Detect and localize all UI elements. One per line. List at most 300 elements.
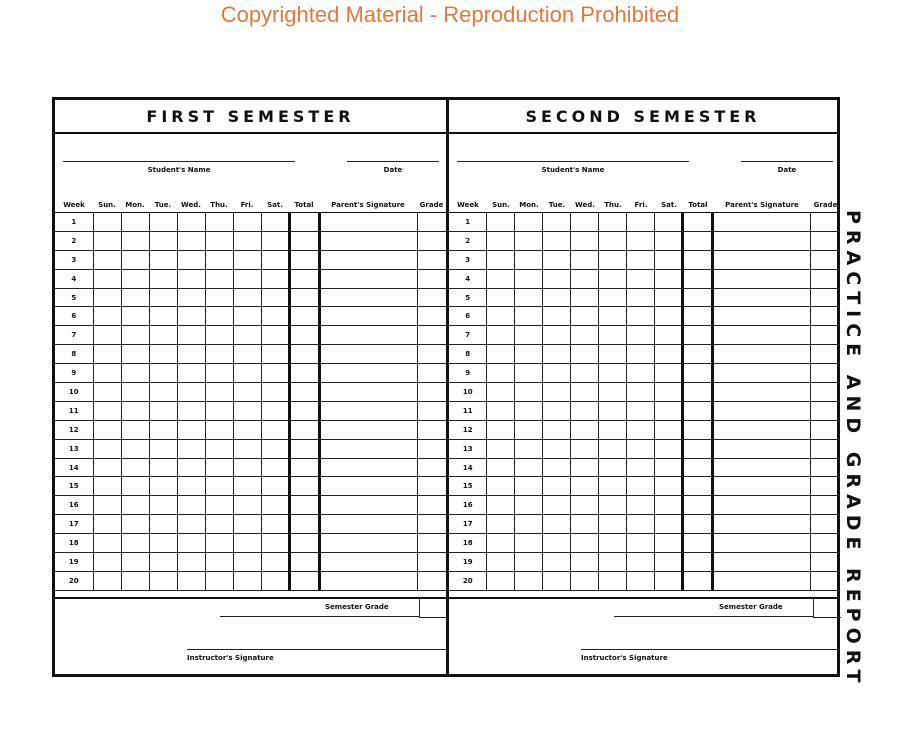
mon-cell[interactable]	[121, 269, 149, 288]
sun-cell[interactable]	[487, 231, 515, 250]
total-cell[interactable]	[289, 269, 319, 288]
mon-cell[interactable]	[515, 420, 543, 439]
thu-cell[interactable]	[599, 571, 627, 590]
sun-cell[interactable]	[93, 534, 121, 553]
tue-cell[interactable]	[543, 571, 571, 590]
sat-cell[interactable]	[261, 250, 289, 269]
wed-cell[interactable]	[571, 383, 599, 402]
parent-signature-cell[interactable]	[713, 326, 811, 345]
sun-cell[interactable]	[487, 307, 515, 326]
thu-cell[interactable]	[205, 250, 233, 269]
tue-cell[interactable]	[149, 420, 177, 439]
mon-cell[interactable]	[515, 288, 543, 307]
thu-cell[interactable]	[599, 477, 627, 496]
tue-cell[interactable]	[543, 496, 571, 515]
thu-cell[interactable]	[205, 383, 233, 402]
parent-signature-cell[interactable]	[713, 250, 811, 269]
sat-cell[interactable]	[655, 288, 683, 307]
grade-cell[interactable]	[811, 307, 840, 326]
parent-signature-cell[interactable]	[319, 231, 417, 250]
grade-cell[interactable]	[417, 515, 446, 534]
mon-cell[interactable]	[515, 553, 543, 572]
thu-cell[interactable]	[599, 269, 627, 288]
total-cell[interactable]	[683, 231, 713, 250]
parent-signature-cell[interactable]	[713, 401, 811, 420]
tue-cell[interactable]	[149, 477, 177, 496]
fri-cell[interactable]	[627, 345, 655, 364]
mon-cell[interactable]	[515, 515, 543, 534]
fri-cell[interactable]	[233, 420, 261, 439]
semester-grade-line[interactable]	[614, 616, 813, 617]
total-cell[interactable]	[289, 571, 319, 590]
grade-cell[interactable]	[417, 496, 446, 515]
parent-signature-cell[interactable]	[713, 534, 811, 553]
fri-cell[interactable]	[233, 345, 261, 364]
parent-signature-cell[interactable]	[319, 326, 417, 345]
parent-signature-cell[interactable]	[713, 515, 811, 534]
fri-cell[interactable]	[627, 420, 655, 439]
wed-cell[interactable]	[571, 326, 599, 345]
grade-cell[interactable]	[811, 496, 840, 515]
total-cell[interactable]	[683, 571, 713, 590]
total-cell[interactable]	[289, 326, 319, 345]
sun-cell[interactable]	[93, 571, 121, 590]
wed-cell[interactable]	[177, 307, 205, 326]
date-line[interactable]	[347, 161, 439, 162]
sat-cell[interactable]	[261, 458, 289, 477]
total-cell[interactable]	[289, 383, 319, 402]
total-cell[interactable]	[683, 288, 713, 307]
sat-cell[interactable]	[261, 345, 289, 364]
wed-cell[interactable]	[571, 307, 599, 326]
tue-cell[interactable]	[149, 515, 177, 534]
sat-cell[interactable]	[655, 383, 683, 402]
sun-cell[interactable]	[487, 250, 515, 269]
total-cell[interactable]	[683, 250, 713, 269]
parent-signature-cell[interactable]	[319, 477, 417, 496]
grade-cell[interactable]	[811, 534, 840, 553]
total-cell[interactable]	[683, 383, 713, 402]
fri-cell[interactable]	[233, 383, 261, 402]
sun-cell[interactable]	[93, 213, 121, 232]
tue-cell[interactable]	[543, 477, 571, 496]
sun-cell[interactable]	[93, 458, 121, 477]
total-cell[interactable]	[683, 326, 713, 345]
sun-cell[interactable]	[487, 364, 515, 383]
total-cell[interactable]	[289, 231, 319, 250]
thu-cell[interactable]	[599, 401, 627, 420]
sun-cell[interactable]	[487, 439, 515, 458]
sun-cell[interactable]	[487, 420, 515, 439]
fri-cell[interactable]	[233, 534, 261, 553]
thu-cell[interactable]	[205, 458, 233, 477]
mon-cell[interactable]	[515, 250, 543, 269]
total-cell[interactable]	[289, 213, 319, 232]
mon-cell[interactable]	[121, 401, 149, 420]
thu-cell[interactable]	[205, 288, 233, 307]
fri-cell[interactable]	[627, 383, 655, 402]
grade-cell[interactable]	[811, 439, 840, 458]
parent-signature-cell[interactable]	[319, 571, 417, 590]
tue-cell[interactable]	[149, 458, 177, 477]
parent-signature-cell[interactable]	[319, 269, 417, 288]
total-cell[interactable]	[289, 420, 319, 439]
thu-cell[interactable]	[205, 213, 233, 232]
wed-cell[interactable]	[177, 534, 205, 553]
grade-cell[interactable]	[417, 269, 446, 288]
wed-cell[interactable]	[177, 496, 205, 515]
parent-signature-cell[interactable]	[713, 269, 811, 288]
tue-cell[interactable]	[543, 401, 571, 420]
tue-cell[interactable]	[149, 250, 177, 269]
wed-cell[interactable]	[571, 477, 599, 496]
sat-cell[interactable]	[261, 571, 289, 590]
sun-cell[interactable]	[93, 439, 121, 458]
sun-cell[interactable]	[487, 326, 515, 345]
sat-cell[interactable]	[261, 515, 289, 534]
parent-signature-cell[interactable]	[713, 231, 811, 250]
fri-cell[interactable]	[233, 250, 261, 269]
wed-cell[interactable]	[571, 213, 599, 232]
tue-cell[interactable]	[543, 439, 571, 458]
total-cell[interactable]	[289, 439, 319, 458]
grade-cell[interactable]	[417, 534, 446, 553]
wed-cell[interactable]	[177, 383, 205, 402]
sat-cell[interactable]	[261, 496, 289, 515]
parent-signature-cell[interactable]	[319, 515, 417, 534]
wed-cell[interactable]	[177, 477, 205, 496]
mon-cell[interactable]	[121, 383, 149, 402]
thu-cell[interactable]	[205, 571, 233, 590]
fri-cell[interactable]	[233, 307, 261, 326]
tue-cell[interactable]	[149, 401, 177, 420]
thu-cell[interactable]	[599, 345, 627, 364]
tue-cell[interactable]	[149, 571, 177, 590]
fri-cell[interactable]	[233, 288, 261, 307]
parent-signature-cell[interactable]	[319, 383, 417, 402]
fri-cell[interactable]	[233, 477, 261, 496]
total-cell[interactable]	[683, 515, 713, 534]
grade-cell[interactable]	[811, 364, 840, 383]
grade-cell[interactable]	[811, 458, 840, 477]
instructor-signature-line[interactable]	[187, 649, 446, 650]
sat-cell[interactable]	[261, 231, 289, 250]
wed-cell[interactable]	[571, 439, 599, 458]
thu-cell[interactable]	[599, 288, 627, 307]
sun-cell[interactable]	[487, 553, 515, 572]
total-cell[interactable]	[683, 534, 713, 553]
thu-cell[interactable]	[205, 534, 233, 553]
tue-cell[interactable]	[543, 534, 571, 553]
thu-cell[interactable]	[205, 326, 233, 345]
sat-cell[interactable]	[655, 364, 683, 383]
total-cell[interactable]	[289, 458, 319, 477]
instructor-signature-line[interactable]	[581, 649, 840, 650]
thu-cell[interactable]	[599, 383, 627, 402]
wed-cell[interactable]	[177, 553, 205, 572]
mon-cell[interactable]	[121, 364, 149, 383]
sat-cell[interactable]	[261, 307, 289, 326]
mon-cell[interactable]	[121, 477, 149, 496]
tue-cell[interactable]	[543, 288, 571, 307]
total-cell[interactable]	[683, 213, 713, 232]
wed-cell[interactable]	[571, 496, 599, 515]
parent-signature-cell[interactable]	[319, 553, 417, 572]
total-cell[interactable]	[289, 401, 319, 420]
sun-cell[interactable]	[487, 477, 515, 496]
wed-cell[interactable]	[177, 345, 205, 364]
sat-cell[interactable]	[655, 534, 683, 553]
sat-cell[interactable]	[261, 269, 289, 288]
tue-cell[interactable]	[149, 345, 177, 364]
grade-cell[interactable]	[811, 420, 840, 439]
wed-cell[interactable]	[571, 515, 599, 534]
grade-cell[interactable]	[417, 288, 446, 307]
sun-cell[interactable]	[93, 269, 121, 288]
sat-cell[interactable]	[261, 534, 289, 553]
sun-cell[interactable]	[93, 496, 121, 515]
wed-cell[interactable]	[177, 213, 205, 232]
tue-cell[interactable]	[149, 288, 177, 307]
thu-cell[interactable]	[599, 439, 627, 458]
sat-cell[interactable]	[655, 213, 683, 232]
sun-cell[interactable]	[487, 458, 515, 477]
sun-cell[interactable]	[93, 231, 121, 250]
student-name-line[interactable]	[457, 161, 689, 162]
parent-signature-cell[interactable]	[713, 458, 811, 477]
tue-cell[interactable]	[149, 326, 177, 345]
fri-cell[interactable]	[233, 326, 261, 345]
sun-cell[interactable]	[487, 496, 515, 515]
sat-cell[interactable]	[655, 269, 683, 288]
fri-cell[interactable]	[627, 571, 655, 590]
grade-cell[interactable]	[811, 288, 840, 307]
thu-cell[interactable]	[205, 231, 233, 250]
mon-cell[interactable]	[121, 326, 149, 345]
parent-signature-cell[interactable]	[319, 534, 417, 553]
sat-cell[interactable]	[655, 496, 683, 515]
wed-cell[interactable]	[571, 250, 599, 269]
sat-cell[interactable]	[261, 213, 289, 232]
tue-cell[interactable]	[543, 364, 571, 383]
fri-cell[interactable]	[233, 571, 261, 590]
thu-cell[interactable]	[205, 364, 233, 383]
total-cell[interactable]	[683, 477, 713, 496]
tue-cell[interactable]	[149, 383, 177, 402]
sat-cell[interactable]	[655, 458, 683, 477]
total-cell[interactable]	[683, 401, 713, 420]
fri-cell[interactable]	[627, 213, 655, 232]
mon-cell[interactable]	[515, 307, 543, 326]
thu-cell[interactable]	[205, 515, 233, 534]
semester-grade-box[interactable]	[813, 599, 841, 618]
grade-cell[interactable]	[417, 553, 446, 572]
fri-cell[interactable]	[627, 458, 655, 477]
fri-cell[interactable]	[233, 231, 261, 250]
total-cell[interactable]	[683, 458, 713, 477]
tue-cell[interactable]	[543, 553, 571, 572]
sat-cell[interactable]	[655, 401, 683, 420]
sat-cell[interactable]	[655, 439, 683, 458]
grade-cell[interactable]	[417, 458, 446, 477]
mon-cell[interactable]	[515, 269, 543, 288]
total-cell[interactable]	[683, 496, 713, 515]
fri-cell[interactable]	[233, 496, 261, 515]
total-cell[interactable]	[289, 515, 319, 534]
parent-signature-cell[interactable]	[319, 250, 417, 269]
mon-cell[interactable]	[121, 439, 149, 458]
tue-cell[interactable]	[543, 307, 571, 326]
thu-cell[interactable]	[205, 307, 233, 326]
mon-cell[interactable]	[515, 231, 543, 250]
fri-cell[interactable]	[233, 269, 261, 288]
sat-cell[interactable]	[261, 420, 289, 439]
sun-cell[interactable]	[93, 515, 121, 534]
grade-cell[interactable]	[417, 250, 446, 269]
student-name-line[interactable]	[63, 161, 295, 162]
sun-cell[interactable]	[487, 213, 515, 232]
parent-signature-cell[interactable]	[713, 383, 811, 402]
fri-cell[interactable]	[627, 364, 655, 383]
sat-cell[interactable]	[655, 515, 683, 534]
parent-signature-cell[interactable]	[319, 345, 417, 364]
thu-cell[interactable]	[599, 515, 627, 534]
sun-cell[interactable]	[487, 515, 515, 534]
parent-signature-cell[interactable]	[319, 213, 417, 232]
tue-cell[interactable]	[149, 231, 177, 250]
sat-cell[interactable]	[655, 420, 683, 439]
sun-cell[interactable]	[93, 288, 121, 307]
parent-signature-cell[interactable]	[713, 307, 811, 326]
grade-cell[interactable]	[811, 477, 840, 496]
fri-cell[interactable]	[233, 553, 261, 572]
mon-cell[interactable]	[515, 345, 543, 364]
parent-signature-cell[interactable]	[319, 496, 417, 515]
thu-cell[interactable]	[599, 553, 627, 572]
parent-signature-cell[interactable]	[319, 364, 417, 383]
sat-cell[interactable]	[655, 307, 683, 326]
mon-cell[interactable]	[121, 534, 149, 553]
thu-cell[interactable]	[205, 345, 233, 364]
thu-cell[interactable]	[599, 326, 627, 345]
parent-signature-cell[interactable]	[319, 458, 417, 477]
mon-cell[interactable]	[515, 364, 543, 383]
wed-cell[interactable]	[571, 401, 599, 420]
tue-cell[interactable]	[543, 269, 571, 288]
total-cell[interactable]	[289, 477, 319, 496]
total-cell[interactable]	[289, 250, 319, 269]
total-cell[interactable]	[683, 364, 713, 383]
sun-cell[interactable]	[487, 288, 515, 307]
mon-cell[interactable]	[515, 383, 543, 402]
mon-cell[interactable]	[515, 571, 543, 590]
sun-cell[interactable]	[93, 307, 121, 326]
thu-cell[interactable]	[205, 420, 233, 439]
parent-signature-cell[interactable]	[713, 288, 811, 307]
tue-cell[interactable]	[543, 250, 571, 269]
sun-cell[interactable]	[93, 477, 121, 496]
sat-cell[interactable]	[655, 553, 683, 572]
thu-cell[interactable]	[205, 477, 233, 496]
thu-cell[interactable]	[599, 307, 627, 326]
mon-cell[interactable]	[121, 213, 149, 232]
parent-signature-cell[interactable]	[319, 307, 417, 326]
wed-cell[interactable]	[177, 439, 205, 458]
wed-cell[interactable]	[571, 231, 599, 250]
wed-cell[interactable]	[571, 269, 599, 288]
grade-cell[interactable]	[417, 420, 446, 439]
sat-cell[interactable]	[655, 326, 683, 345]
thu-cell[interactable]	[599, 496, 627, 515]
wed-cell[interactable]	[571, 534, 599, 553]
tue-cell[interactable]	[149, 496, 177, 515]
tue-cell[interactable]	[543, 515, 571, 534]
mon-cell[interactable]	[515, 213, 543, 232]
tue-cell[interactable]	[543, 345, 571, 364]
sun-cell[interactable]	[93, 345, 121, 364]
tue-cell[interactable]	[543, 458, 571, 477]
parent-signature-cell[interactable]	[713, 213, 811, 232]
mon-cell[interactable]	[515, 458, 543, 477]
fri-cell[interactable]	[233, 458, 261, 477]
thu-cell[interactable]	[599, 213, 627, 232]
fri-cell[interactable]	[627, 477, 655, 496]
grade-cell[interactable]	[417, 401, 446, 420]
thu-cell[interactable]	[599, 458, 627, 477]
parent-signature-cell[interactable]	[713, 364, 811, 383]
tue-cell[interactable]	[543, 231, 571, 250]
wed-cell[interactable]	[177, 364, 205, 383]
total-cell[interactable]	[289, 307, 319, 326]
date-line[interactable]	[741, 161, 833, 162]
fri-cell[interactable]	[627, 326, 655, 345]
mon-cell[interactable]	[515, 439, 543, 458]
thu-cell[interactable]	[599, 420, 627, 439]
sun-cell[interactable]	[93, 250, 121, 269]
mon-cell[interactable]	[515, 326, 543, 345]
sun-cell[interactable]	[487, 383, 515, 402]
sun-cell[interactable]	[93, 326, 121, 345]
wed-cell[interactable]	[177, 288, 205, 307]
parent-signature-cell[interactable]	[713, 439, 811, 458]
sun-cell[interactable]	[93, 401, 121, 420]
sat-cell[interactable]	[261, 553, 289, 572]
parent-signature-cell[interactable]	[713, 496, 811, 515]
total-cell[interactable]	[683, 269, 713, 288]
parent-signature-cell[interactable]	[713, 571, 811, 590]
tue-cell[interactable]	[149, 553, 177, 572]
mon-cell[interactable]	[121, 496, 149, 515]
grade-cell[interactable]	[417, 213, 446, 232]
grade-cell[interactable]	[811, 213, 840, 232]
thu-cell[interactable]	[205, 439, 233, 458]
fri-cell[interactable]	[627, 553, 655, 572]
fri-cell[interactable]	[627, 496, 655, 515]
tue-cell[interactable]	[149, 534, 177, 553]
parent-signature-cell[interactable]	[319, 288, 417, 307]
mon-cell[interactable]	[515, 477, 543, 496]
parent-signature-cell[interactable]	[319, 401, 417, 420]
grade-cell[interactable]	[417, 364, 446, 383]
total-cell[interactable]	[289, 364, 319, 383]
grade-cell[interactable]	[417, 231, 446, 250]
grade-cell[interactable]	[417, 326, 446, 345]
wed-cell[interactable]	[571, 553, 599, 572]
sun-cell[interactable]	[93, 364, 121, 383]
total-cell[interactable]	[683, 307, 713, 326]
wed-cell[interactable]	[571, 420, 599, 439]
wed-cell[interactable]	[177, 269, 205, 288]
